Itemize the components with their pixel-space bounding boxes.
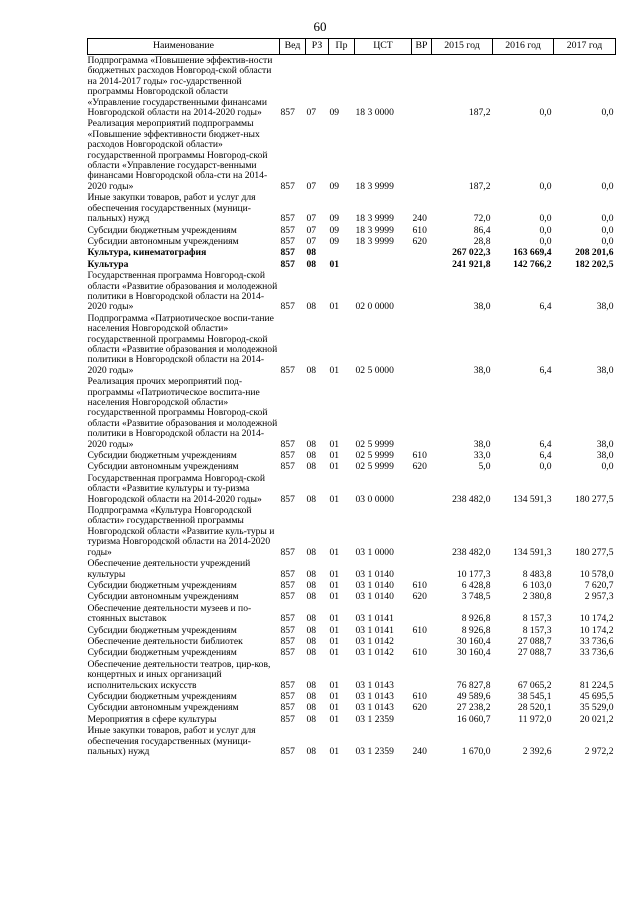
row-pr: 01	[329, 579, 340, 591]
row-name: Обеспечение деятельности учреждений культуры	[87, 558, 251, 580]
row-2017: 0,0	[601, 224, 614, 236]
row-2015: 241 921,8	[452, 258, 491, 270]
row-2015: 38,0	[473, 438, 491, 450]
row-ved: 857	[280, 235, 295, 247]
row-name: Субсидии бюджетным учреждениям	[87, 690, 237, 702]
row-rz: 08	[306, 450, 317, 462]
row-rz: 08	[306, 461, 317, 473]
table-row	[88, 636, 616, 647]
table-row	[88, 591, 616, 602]
row-pr: 01	[329, 679, 340, 691]
row-vr	[412, 659, 432, 691]
row-pr: 09	[329, 235, 340, 247]
header-2017: 2017 год	[554, 39, 616, 55]
row-ved: 857	[280, 301, 295, 313]
row-vr	[412, 473, 432, 505]
table-row	[88, 580, 616, 591]
row-vr	[412, 313, 432, 376]
row-pr: 01	[329, 713, 340, 725]
table-row	[88, 714, 616, 725]
row-cst: 03 1 2359	[355, 713, 394, 725]
row-2015: 38,0	[473, 364, 491, 376]
row-pr: 01	[329, 624, 340, 636]
header-cst: ЦСТ	[355, 39, 412, 55]
row-vr: 610	[412, 647, 427, 659]
row-ved: 857	[280, 224, 295, 236]
row-rz: 08	[306, 247, 317, 259]
row-ved: 857	[280, 568, 295, 580]
row-2015: 238 482,0	[452, 546, 491, 558]
row-name: Субсидии бюджетным учреждениям	[87, 624, 237, 636]
row-rz: 07	[306, 235, 317, 247]
row-ved: 857	[280, 438, 295, 450]
header-rz: РЗ	[306, 39, 329, 55]
row-2015: 16 060,7	[456, 713, 491, 725]
row-2017: 2 957,3	[584, 591, 614, 603]
row-2015: 72,0	[473, 213, 491, 225]
row-pr: 01	[329, 647, 340, 659]
row-vr	[412, 118, 432, 192]
row-pr: 09	[329, 224, 340, 236]
row-ved: 857	[280, 647, 295, 659]
row-rz: 08	[306, 258, 317, 270]
row-pr: 09	[329, 213, 340, 225]
row-pr: 01	[329, 450, 340, 462]
row-2016: 8 157,3	[522, 624, 552, 636]
row-pr	[329, 247, 355, 258]
row-2015: 8 926,8	[461, 624, 491, 636]
row-2016: 0,0	[539, 461, 552, 473]
row-2017: 2 972,2	[584, 746, 614, 757]
row-ved: 857	[280, 702, 295, 714]
table-row	[88, 376, 616, 450]
row-2015: 27 238,2	[456, 702, 491, 714]
row-2016: 11 972,0	[518, 713, 552, 725]
row-2017: 182 202,5	[575, 258, 614, 270]
row-rz: 08	[306, 364, 317, 376]
row-ved: 857	[280, 713, 295, 725]
table-row	[88, 313, 616, 376]
row-pr: 09	[329, 107, 340, 119]
row-ved: 857	[280, 450, 295, 462]
row-ved: 857	[280, 624, 295, 636]
row-name: Подпрограмма «Патриотическое воспи-тание населения Новгородской области» государственной программы Новгород-ской области «Развитие образования и молодежной политики в Новгородской области на 2014-2020 годы»	[87, 312, 278, 376]
table-row	[88, 225, 616, 236]
row-rz: 08	[306, 690, 317, 702]
row-2016: 6,4	[539, 364, 552, 376]
row-cst	[355, 247, 412, 258]
row-2016: 8 157,3	[522, 613, 552, 625]
row-name: Субсидии бюджетным учреждениям	[87, 579, 237, 591]
row-pr: 01	[329, 461, 340, 473]
row-2017: 10 578,0	[579, 568, 614, 580]
row-ved: 857	[280, 461, 295, 473]
row-pr: 09	[329, 180, 340, 192]
row-2015: 8 926,8	[461, 613, 491, 625]
row-ved: 857	[280, 364, 295, 376]
row-rz: 08	[306, 579, 317, 591]
row-name: Обеспечение деятельности библиотек	[87, 635, 243, 647]
row-rz: 08	[306, 438, 317, 450]
row-cst: 18 3 0000	[355, 107, 394, 119]
table-row	[88, 118, 616, 192]
row-pr: 01	[329, 568, 340, 580]
row-cst: 03 1 0140	[355, 591, 394, 603]
row-name: Субсидии автономным учреждениям	[87, 702, 239, 714]
row-rz: 08	[306, 635, 317, 647]
row-pr: 01	[329, 301, 340, 313]
row-2016: 6,4	[539, 450, 552, 462]
row-rz: 08	[306, 546, 317, 558]
row-name: Реализация мероприятий подпрограммы «Повышение эффективности бюджет-ных расходов Новгородской области» государственной программы Новгород-ской области «Управление государст-венными финансами Новгородской обла-сти на 2014-2020 годы»	[87, 118, 268, 192]
row-cst: 02 5 9999	[355, 450, 394, 462]
row-cst: 03 1 0141	[355, 624, 394, 636]
row-2016: 0,0	[539, 180, 552, 192]
row-name: Субсидии автономным учреждениям	[87, 235, 239, 247]
row-vr	[412, 259, 432, 270]
row-vr: 620	[412, 235, 427, 247]
row-name: Обеспечение деятельности музеев и по-стоянных выставок	[87, 602, 252, 625]
header-pr: Пр	[329, 39, 355, 55]
row-2017: 10 174,2	[579, 613, 614, 625]
row-cst: 03 1 0140	[355, 568, 394, 580]
row-vr: 240	[412, 746, 427, 757]
row-pr: 01	[329, 546, 340, 558]
row-name: Подпрограмма «Культура Новгородской области» государственной программы Новгородской области «Развитие куль-туры и туризма Новгородской области на 2014-2020 годы»	[87, 505, 275, 558]
row-pr: 01	[329, 635, 340, 647]
row-name: Иные закупки товаров, работ и услуг для обеспечения государственных (муници-пальных) нужд	[87, 192, 256, 225]
row-pr: 01	[329, 364, 340, 376]
table-row	[88, 659, 616, 691]
row-2016: 134 591,3	[513, 493, 552, 505]
table-header-row	[88, 39, 616, 55]
row-rz: 08	[306, 493, 317, 505]
row-2017: 0,0	[601, 235, 614, 247]
row-2017: 45 695,5	[579, 690, 614, 702]
row-vr	[412, 270, 432, 313]
row-pr: 01	[329, 746, 340, 757]
row-2016: 8 483,8	[522, 568, 552, 580]
row-name: Культура, кинематография	[87, 247, 207, 259]
table-row	[88, 603, 616, 625]
row-2017: 38,0	[596, 301, 614, 313]
row-2017: 81 224,5	[579, 679, 614, 691]
row-2017: 38,0	[596, 438, 614, 450]
table-row	[88, 192, 616, 224]
table-body	[88, 55, 616, 758]
row-rz: 08	[306, 647, 317, 659]
row-2016: 27 088,7	[517, 635, 552, 647]
table-row	[88, 236, 616, 247]
table-row	[88, 625, 616, 636]
row-name: Субсидии автономным учреждениям	[87, 591, 239, 603]
row-name: Культура	[87, 258, 129, 270]
row-2015: 3 748,5	[461, 591, 491, 603]
row-2017: 33 736,6	[579, 635, 614, 647]
row-pr: 01	[329, 690, 340, 702]
row-name: Государственная программа Новгород-ской области «Развитие образования и молодежной политики в Новгородской области на 2014-2020 годы»	[87, 270, 278, 313]
table-row	[88, 473, 616, 505]
row-rz: 08	[306, 301, 317, 313]
row-2016: 6,4	[539, 438, 552, 450]
row-rz: 08	[306, 568, 317, 580]
row-2017: 0,0	[601, 107, 614, 119]
row-2016: 0,0	[539, 235, 552, 247]
row-2016: 2 392,6	[522, 746, 552, 757]
row-2016: 28 520,1	[517, 702, 552, 714]
row-name: Обеспечение деятельности театров, цир-ков, концертных и иных организаций исполнительских искусств	[87, 658, 271, 691]
row-ved: 857	[280, 746, 295, 757]
table-row	[88, 505, 616, 558]
row-cst: 03 1 0143	[355, 702, 394, 714]
row-name: Субсидии бюджетным учреждениям	[87, 647, 237, 659]
row-cst: 02 5 0000	[355, 364, 394, 376]
row-rz: 07	[306, 180, 317, 192]
row-vr	[412, 505, 432, 558]
budget-table	[87, 38, 616, 757]
row-rz: 07	[306, 224, 317, 236]
row-2016: 0,0	[539, 213, 552, 225]
row-pr: 01	[329, 702, 340, 714]
row-2016: 27 088,7	[517, 647, 552, 659]
row-rz: 08	[306, 713, 317, 725]
row-cst: 18 3 9999	[355, 224, 394, 236]
row-rz: 08	[306, 702, 317, 714]
row-ved: 857	[280, 107, 295, 119]
row-2016: 6 103,0	[522, 579, 552, 591]
row-2015: 30 160,4	[456, 635, 491, 647]
row-name: Государственная программа Новгород-ской области «Развитие культуры и ту-ризма Новгородской области на 2014-2020 годы»	[87, 472, 265, 505]
row-name: Иные закупки товаров, работ и услуг для обеспечения государственных (муници-пальных) нужд	[87, 725, 256, 757]
row-2016: 134 591,3	[513, 546, 552, 558]
row-name: Субсидии бюджетным учреждениям	[87, 450, 237, 462]
row-2017: 38,0	[596, 450, 614, 462]
row-ved: 857	[280, 247, 295, 259]
row-2017: 33 736,6	[579, 647, 614, 659]
row-vr	[412, 714, 432, 725]
row-2017: 10 174,2	[579, 624, 614, 636]
row-2015: 86,4	[473, 224, 491, 236]
table-row	[88, 461, 616, 472]
row-2016: 142 766,2	[513, 258, 552, 270]
row-ved: 857	[280, 613, 295, 625]
row-name: Реализация прочих мероприятий под-программы «Патриотическое воспита-ние населения Новгородской области» государственной программы Новгород-ской области «Развитие образования и молодежной политики в Новгородской области на 2014-2020 годы»	[87, 376, 278, 450]
header-ved: Вед	[280, 39, 306, 55]
page-number: 60	[313, 19, 327, 34]
row-2015: 238 482,0	[452, 493, 491, 505]
row-2015: 6 428,8	[461, 579, 491, 591]
row-name: Мероприятия в сфере культуры	[87, 713, 217, 725]
row-cst: 02 5 9999	[355, 438, 394, 450]
row-2017: 35 529,0	[579, 702, 614, 714]
row-vr: 240	[412, 213, 427, 225]
table-row	[88, 450, 616, 461]
row-ved: 857	[280, 690, 295, 702]
row-2017: 180 277,5	[575, 493, 614, 505]
row-name: Субсидии бюджетным учреждениям	[87, 224, 237, 236]
row-2015: 267 022,3	[452, 247, 491, 259]
header-2016: 2016 год	[493, 39, 554, 55]
row-2015: 33,0	[473, 450, 491, 462]
row-2017: 0,0	[601, 213, 614, 225]
row-pr: 01	[329, 493, 340, 505]
header-name: Наименование	[88, 39, 280, 55]
row-ved: 857	[280, 679, 295, 691]
row-cst	[355, 259, 412, 270]
row-2017: 0,0	[601, 461, 614, 473]
row-cst: 02 0 0000	[355, 301, 394, 313]
table-row	[88, 558, 616, 580]
row-vr	[412, 558, 432, 580]
row-2017: 20 021,2	[579, 713, 614, 725]
row-vr	[412, 55, 432, 119]
row-2015: 187,2	[468, 107, 491, 119]
row-vr	[412, 603, 432, 625]
row-rz: 08	[306, 613, 317, 625]
row-2015: 49 589,6	[456, 690, 491, 702]
row-cst: 03 1 0141	[355, 613, 394, 625]
row-vr: 620	[412, 461, 427, 473]
row-2015: 187,2	[468, 180, 491, 192]
row-cst: 02 5 9999	[355, 461, 394, 473]
row-cst: 18 3 9999	[355, 235, 394, 247]
row-pr: 01	[329, 613, 340, 625]
table-row	[88, 702, 616, 713]
row-ved: 857	[280, 213, 295, 225]
row-cst: 03 0 0000	[355, 493, 394, 505]
row-cst: 03 1 0143	[355, 679, 394, 691]
row-vr: 610	[412, 579, 427, 591]
row-ved: 857	[280, 579, 295, 591]
row-2016: 2 380,8	[522, 591, 552, 603]
table-row	[88, 247, 616, 258]
row-vr: 620	[412, 591, 427, 603]
row-rz: 08	[306, 591, 317, 603]
row-ved: 857	[280, 180, 295, 192]
row-cst: 18 3 9999	[355, 213, 394, 225]
row-cst: 18 3 9999	[355, 180, 394, 192]
row-2015: 1 670,0	[461, 746, 491, 757]
row-2016: 0,0	[539, 224, 552, 236]
row-cst: 03 1 2359	[355, 746, 394, 757]
row-rz: 08	[306, 746, 317, 757]
row-ved: 857	[280, 635, 295, 647]
row-name: Субсидии автономным учреждениям	[87, 461, 239, 473]
row-2015: 28,8	[473, 235, 491, 247]
row-rz: 07	[306, 213, 317, 225]
row-2017: 180 277,5	[575, 546, 614, 558]
table-row	[88, 647, 616, 658]
table-row	[88, 725, 616, 757]
row-cst: 03 1 0142	[355, 635, 394, 647]
row-2016: 67 065,2	[517, 679, 552, 691]
row-name: Подпрограмма «Повышение эффектив-ности бюджетных расходов Новгород-ской области на 2014-2017 годы» гос-ударственной программы Новгородской области «Управление государственными финансами Новгородской области на 2014-2020 годы»	[87, 55, 273, 119]
row-cst: 03 1 0140	[355, 579, 394, 591]
row-vr: 610	[412, 624, 427, 636]
row-2017: 38,0	[596, 364, 614, 376]
row-rz: 07	[306, 107, 317, 119]
table-row	[88, 691, 616, 702]
row-vr: 620	[412, 702, 427, 714]
row-pr: 01	[329, 591, 340, 603]
row-rz: 08	[306, 679, 317, 691]
row-2015: 76 827,8	[456, 679, 491, 691]
row-rz: 08	[306, 624, 317, 636]
row-vr	[412, 247, 432, 258]
row-cst: 03 1 0143	[355, 690, 394, 702]
row-2016: 0,0	[539, 107, 552, 119]
row-2016: 38 545,1	[517, 690, 552, 702]
row-ved: 857	[280, 546, 295, 558]
row-pr: 01	[329, 438, 340, 450]
row-pr: 01	[329, 258, 340, 270]
row-2016: 163 669,4	[513, 247, 552, 259]
row-vr: 610	[412, 450, 427, 462]
row-2017: 0,0	[601, 180, 614, 192]
row-cst: 03 1 0000	[355, 546, 394, 558]
header-2015: 2015 год	[432, 39, 493, 55]
row-2017: 208 201,6	[575, 247, 614, 259]
row-2015: 5,0	[478, 461, 491, 473]
row-ved: 857	[280, 591, 295, 603]
row-cst: 03 1 0142	[355, 647, 394, 659]
row-2016: 6,4	[539, 301, 552, 313]
table-row	[88, 259, 616, 270]
row-vr	[412, 376, 432, 450]
header-vr: ВР	[412, 39, 432, 55]
row-vr: 610	[412, 224, 427, 236]
row-2015: 30 160,4	[456, 647, 491, 659]
table-row	[88, 55, 616, 119]
row-2017: 7 620,7	[584, 579, 614, 591]
row-vr	[412, 636, 432, 647]
row-2015: 10 177,3	[456, 568, 491, 580]
row-ved: 857	[280, 258, 295, 270]
table-row	[88, 270, 616, 313]
row-vr: 610	[412, 690, 427, 702]
row-ved: 857	[280, 493, 295, 505]
row-2015: 38,0	[473, 301, 491, 313]
